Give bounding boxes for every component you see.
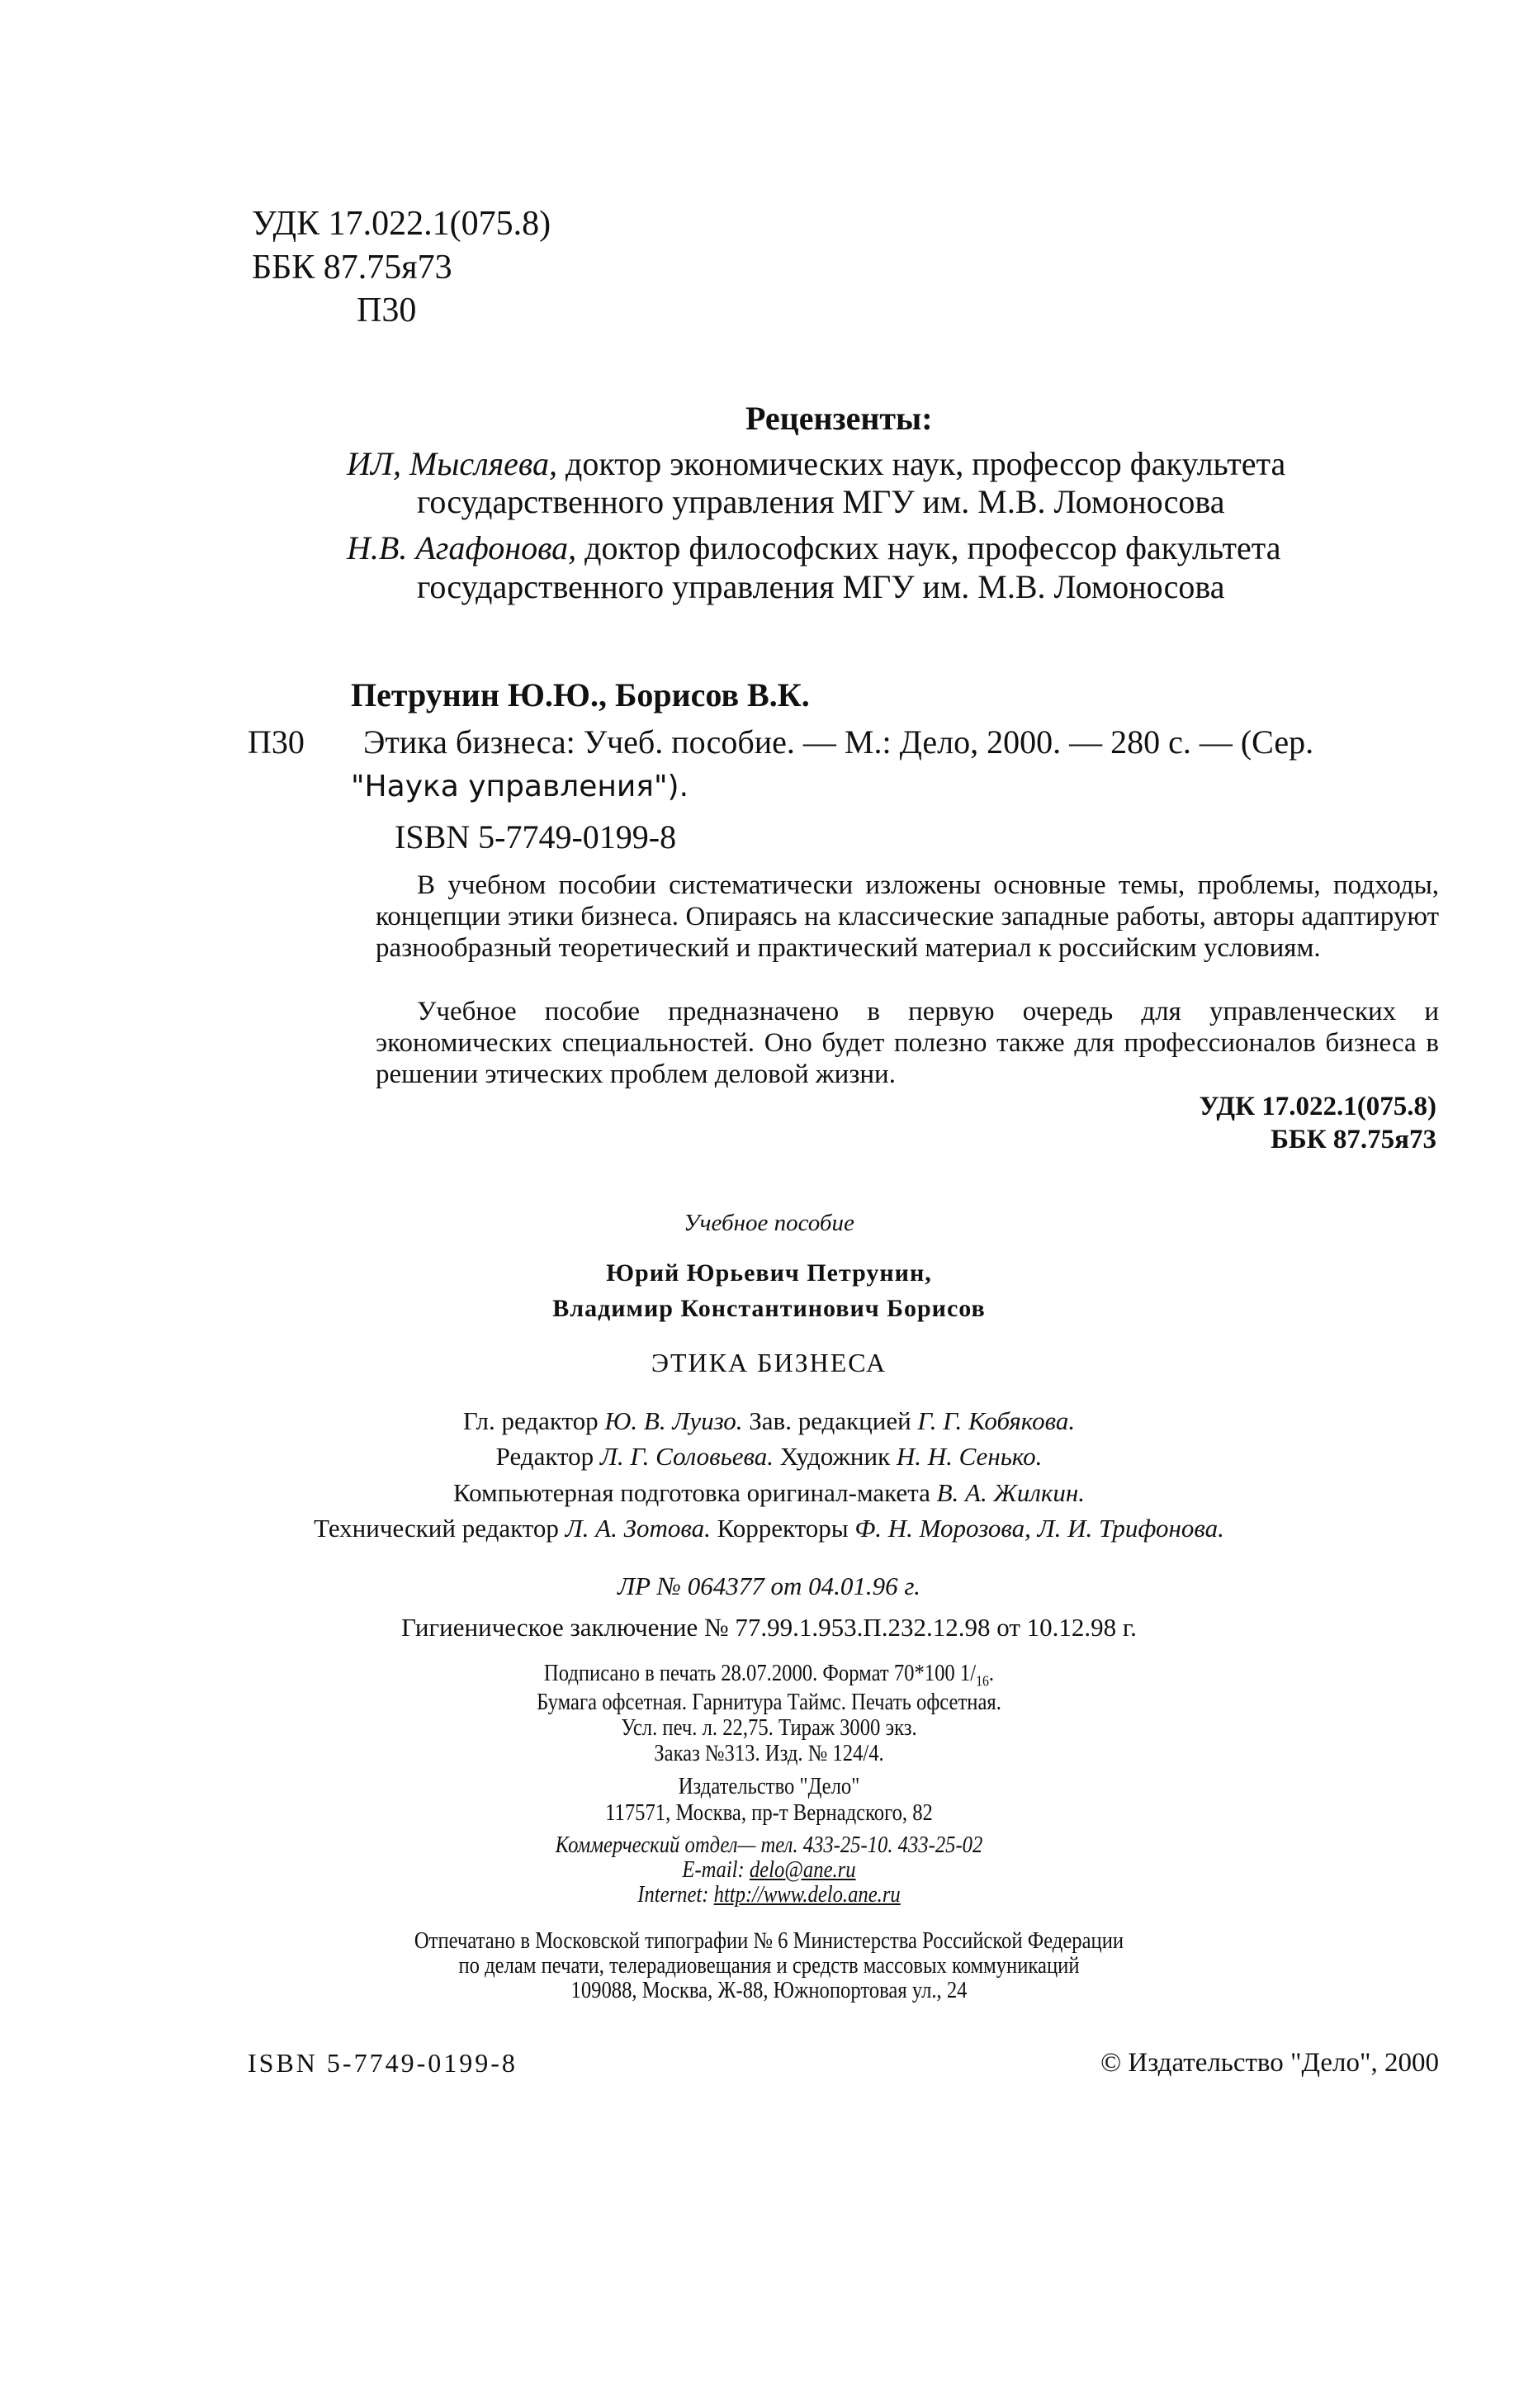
email-link[interactable]: delo@ane.ru [749,1857,856,1883]
reviewer-2-line2: государственного управления МГУ им. М.В. Ломоносова [417,568,1225,605]
reviewers-title: Рецензенты: [745,400,933,437]
abstract-paragraph-1: В учебном пособии систематически изложены основные темы, проблемы, подходы, концепции этики бизнеса. Опираясь на классические западные работы, авторы адаптируют разнообразный теоретический и практический материал к российским условиям. [376,870,1439,963]
publication-type: Учебное пособие [684,1210,854,1236]
citation-line2: "Наука управления"). [351,770,689,803]
website-link[interactable]: http://www.delo.ane.ru [713,1882,901,1908]
reviewer-1-name: ИЛ, Мысляева, [347,445,558,482]
reviewer-2-line1: доктор философских наук, профессор факультета [576,529,1281,566]
printed-line-1: Отпечатано в Московской типографии № 6 Министерства Российской Федерации [414,1928,1124,1954]
catalog-authors: Петрунин Ю.Ю., Борисов В.К. [351,676,810,713]
imprint-author-1: Юрий Юрьевич Петрунин, [606,1259,932,1287]
publisher-name: Издательство "Дело" [678,1774,860,1799]
paper-line: Бумага офсетная. Гарнитура Таймс. Печать офсетная. [537,1690,1001,1715]
bbk-code: ББК 87.75я73 [252,249,452,287]
footer-copyright: © Издательство "Дело", 2000 [1100,2048,1439,2078]
imprint-author-2: Владимир Константинович Борисов [552,1295,986,1322]
license-number: ЛР № 064377 от 04.01.96 г. [618,1571,920,1600]
sheets-line: Усл. печ. л. 22,75. Тираж 3000 экз. [621,1715,917,1741]
staff-line-3: Компьютерная подготовка оригинал-макета В. А. Жилкин. [452,1478,1086,1507]
publisher-address: 117571, Москва, пр-т Вернадского, 82 [605,1800,933,1826]
reviewer-1-line1: доктор экономических наук, профессор факультета [557,445,1286,482]
printed-line-3: 109088, Москва, Ж-88, Южнопортовая ул., 24 [570,1978,968,2003]
reviewer-1-line2: государственного управления МГУ им. М.В. Ломоносова [417,483,1225,520]
author-mark: П30 [357,292,417,329]
catalog-isbn: ISBN 5-7749-0199-8 [395,818,677,856]
abstract-paragraph-2: Учебное пособие предназначено в первую очередь для управленческих и экономических специальностей. Оно будет полезно также для профессионалов бизнеса в решении этических проблем деловой жизни. [376,997,1439,1089]
footer-isbn: ISBN 5-7749-0199-8 [248,2048,518,2078]
order-line: Заказ №313. Изд. № 124/4. [654,1741,884,1766]
hygiene-conclusion: Гигиеническое заключение № 77.99.1.953.П.232.12.98 от 10.12.98 г. [401,1613,1137,1642]
printed-line-2: по делам печати, телерадиовещания и средств массовых коммуникаций [458,1953,1080,1979]
email-line: E-mail: delo@ane.ru [682,1857,856,1883]
imprint-title: ЭТИКА БИЗНЕСА [651,1348,887,1377]
staff-line-1: Гл. редактор Ю. В. Луизо. Зав. редакцией Г. Г. Кобякова. [462,1406,1076,1435]
commercial-dept: Коммерческий отдел— тел. 433-25-10. 433-25-02 [555,1832,983,1858]
catalog-mark: П30 [248,723,305,761]
catalog-bbk: ББК 87.75я73 [1271,1125,1436,1154]
udk-code: УДК 17.022.1(075.8) [252,205,551,243]
reviewer-2-name: Н.В. Агафонова, [347,529,577,566]
internet-line: Internet: http://www.delo.ane.ru [637,1882,901,1908]
catalog-udk: УДК 17.022.1(075.8) [1199,1092,1436,1121]
citation-line1: Этика бизнеса: Учеб. пособие. — М.: Дело, 2000. — 280 с. — (Сер. [363,723,1314,761]
staff-line-2: Редактор Л. Г. Соловьева. Художник Н. Н. Сенько. [495,1442,1043,1471]
staff-line-4: Технический редактор Л. А. Зотова. Корректоры Ф. Н. Морозова, Л. И. Трифонова. [314,1514,1224,1543]
signed-line: Подписано в печать 28.07.2000. Формат 70*100 $1/_{16}$. [543,1661,995,1690]
